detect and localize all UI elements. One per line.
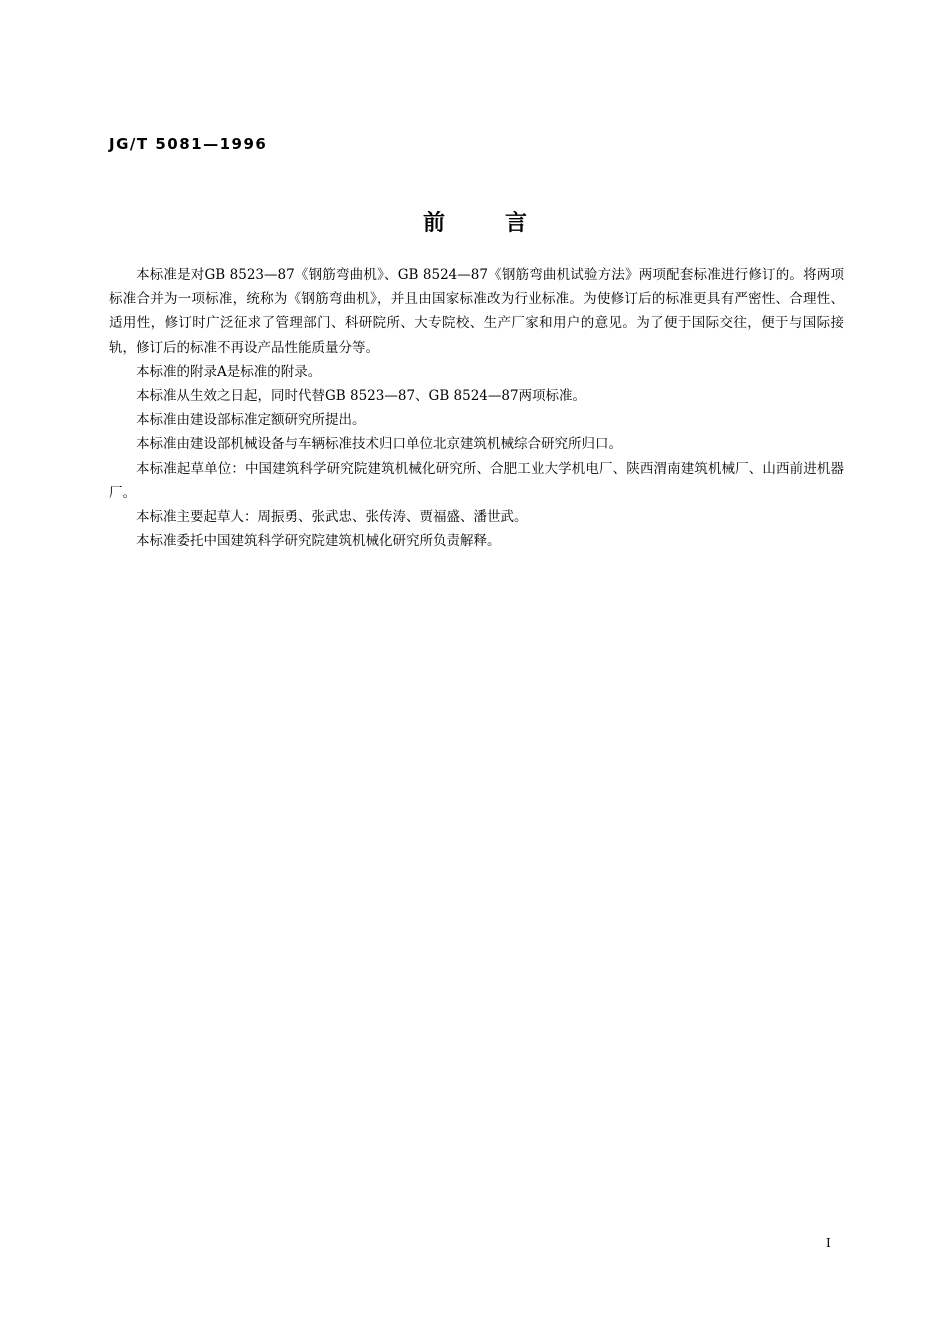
page-number: I <box>826 1236 831 1250</box>
page-title: 前言 <box>422 211 587 236</box>
paragraph-interpretation: 本标准委托中国建筑科学研究院建筑机械化研究所负责解释。 <box>136 533 501 550</box>
paragraph-appendix: 本标准的附录A是标准的附录。 <box>136 363 322 380</box>
paragraph-centralized-unit: 本标准由建设部机械设备与车辆标准技术归口单位北京建筑机械综合研究所归口。 <box>136 436 622 453</box>
paragraph-replacement: 本标准从生效之日起，同时代替GB 8523—87、GB 8524—87两项标准。 <box>136 388 587 405</box>
paragraph-proposer: 本标准由建设部标准定额研究所提出。 <box>136 412 366 429</box>
foreword-body <box>109 263 844 553</box>
paragraph-revision-background: 本标准是对GB 8523—87《钢筋弯曲机》、GB 8524—87《钢筋弯曲机试验方法》两项配套标准进行修订的。将两项标准合并为一项标准，统称为《钢筋弯曲机》，并且由国家标准改为行业标准。为使修订后的标准更具有严密性、合理性、适用性，修订时广泛征求了管理部门、科研院所、大专院校、生产厂家和用户的意见。为了便于国际交往，便于与国际接轨，修订后的标准不再设产品性能质量分等。 <box>109 267 844 356</box>
paragraph-drafting-units: 本标准起草单位：中国建筑科学研究院建筑机械化研究所、合肥工业大学机电厂、陕西渭南建筑机械厂、山西前进机器厂。 <box>109 460 844 501</box>
standard-code: JG/T 5081—1996 <box>109 135 268 153</box>
paragraph-drafters: 本标准主要起草人：周振勇、张武忠、张传涛、贾福盛、潘世武。 <box>136 509 528 526</box>
